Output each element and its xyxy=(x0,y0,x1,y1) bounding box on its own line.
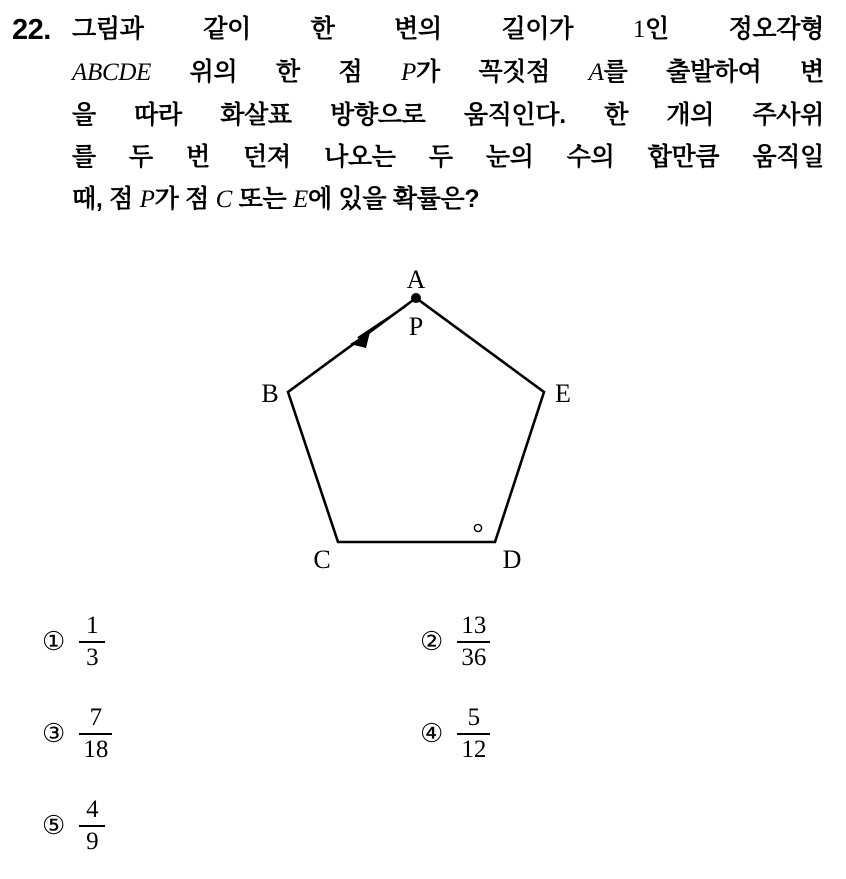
text-run: P xyxy=(400,59,416,86)
choice-5-marker: ⑤ xyxy=(42,811,66,840)
text-run: 가 점 xyxy=(154,185,216,213)
text-run: C xyxy=(215,186,232,213)
small-angle-mark-at-d xyxy=(474,524,481,531)
question-line-5-content xyxy=(72,185,479,213)
text-run: ABCDE xyxy=(72,59,152,86)
choice-2-numerator: 13 xyxy=(461,612,487,639)
choice-3-numerator: 7 xyxy=(89,704,103,731)
vertex-label-d: D xyxy=(502,545,522,574)
choice-2-marker: ② xyxy=(420,627,444,656)
question-number: 22. xyxy=(12,14,51,46)
text-run: A xyxy=(588,59,604,86)
choice-4-numerator: 5 xyxy=(467,704,481,731)
text-run: 때, 점 xyxy=(72,185,140,213)
choice-4-denominator: 12 xyxy=(461,736,487,763)
question-line-1-content xyxy=(72,15,824,43)
text-run: E xyxy=(293,186,308,213)
question-line-5 xyxy=(72,178,824,221)
choice-1-marker: ① xyxy=(42,627,66,656)
question-line-2-content xyxy=(72,58,824,86)
vertex-label-b: B xyxy=(261,379,279,408)
text-run: 을 따라 화살표 방향으로 움직인다. 한 개의 주사위 xyxy=(72,101,824,129)
vertex-label-e: E xyxy=(555,379,571,408)
pentagon-svg xyxy=(230,270,610,590)
question-text xyxy=(72,8,824,221)
text-run: 를 두 번 던져 나오는 두 눈의 수의 합만큼 움직일 xyxy=(72,143,824,171)
choice-1-fraction xyxy=(79,612,105,672)
question-line-1 xyxy=(72,8,824,51)
choice-3-fraction xyxy=(79,704,112,764)
choice-1-denominator: 3 xyxy=(86,644,99,671)
question-line-4-content xyxy=(72,143,824,171)
text-run: 위의 한 점 xyxy=(151,58,401,86)
point-label-p: P xyxy=(408,312,424,341)
choice-1-numerator: 1 xyxy=(86,612,99,639)
choice-2-fraction xyxy=(457,612,490,672)
question-line-3-content xyxy=(72,101,824,129)
text-run: 에 있을 확률은? xyxy=(307,185,480,213)
point-a-dot xyxy=(411,293,421,303)
choice-2-denominator: 36 xyxy=(461,644,487,671)
choice-2[interactable] xyxy=(420,612,490,672)
choice-3-marker: ③ xyxy=(42,719,66,748)
text-run: P xyxy=(139,186,155,213)
choice-5-fraction xyxy=(79,796,105,856)
question-line-2 xyxy=(72,51,824,94)
choice-1[interactable] xyxy=(42,612,105,672)
text-run: 인 정오각형 xyxy=(645,15,824,43)
question-line-3 xyxy=(72,94,824,136)
text-run: 를 출발하여 변 xyxy=(603,58,824,86)
question-line-4 xyxy=(72,136,824,178)
choice-4-fraction xyxy=(457,704,490,764)
text-run: 또는 xyxy=(232,185,293,213)
choice-3-denominator: 18 xyxy=(83,736,109,763)
vertex-label-c: C xyxy=(313,545,331,574)
choice-4[interactable] xyxy=(420,704,490,764)
choice-5-denominator: 9 xyxy=(86,828,99,855)
text-run: 가 꼭짓점 xyxy=(415,58,589,86)
choice-4-marker: ④ xyxy=(420,719,444,748)
text-run: 1 xyxy=(632,16,646,43)
text-run: 그림과 같이 한 변의 길이가 xyxy=(72,15,633,43)
vertex-label-a: A xyxy=(406,270,426,294)
choice-5[interactable] xyxy=(42,796,105,856)
choice-3[interactable] xyxy=(42,704,112,764)
pentagon-figure xyxy=(230,270,610,590)
direction-arrow-line xyxy=(358,306,406,338)
choice-5-numerator: 4 xyxy=(86,796,99,823)
